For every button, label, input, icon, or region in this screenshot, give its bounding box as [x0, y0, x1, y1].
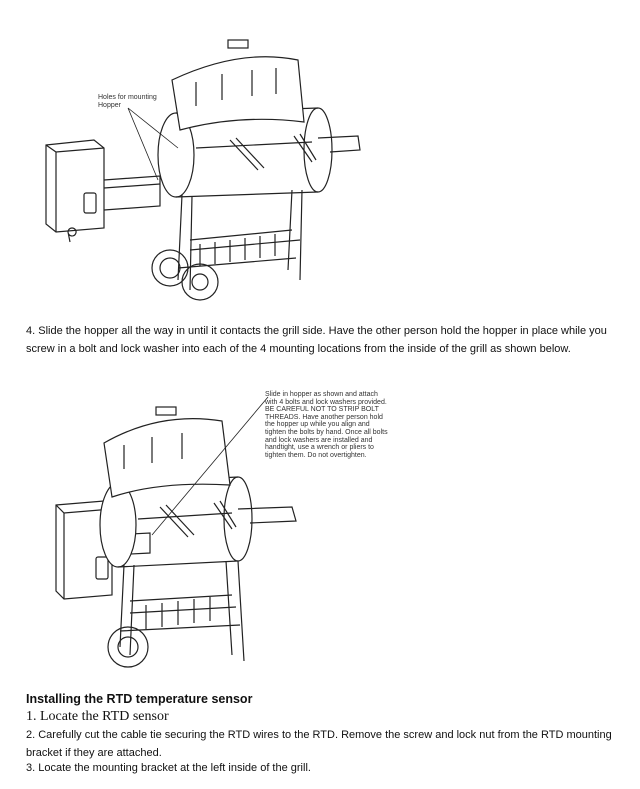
hopper-attach-callout: Slide in hopper as shown and attach with 4 bolts and lock washers provided. BE CAREFUL NOT TO STRIP BOLT THREADS. Have another person hold the hopper up while you align and tighten the bolts by hand. Once all bolts and lock washers are installed and handtight, use a wrench or pliers to tighten them. Do not overtighten. [265, 391, 388, 459]
step-3-text: 3. Locate the mounting bracket at the left inside of the grill. [26, 762, 311, 774]
section-title: Installing the RTD temperature sensor [26, 692, 253, 706]
grill-lid-2 [104, 407, 230, 497]
grill-lid [172, 40, 304, 130]
step-1-text: 1. Locate the RTD sensor [26, 709, 169, 724]
hopper-box [46, 140, 160, 242]
hopper-mounting-callout: Holes for mounting Hopper [98, 94, 157, 109]
step-2-text: 2. Carefully cut the cable tie securing the RTD wires to the RTD. Remove the screw and lock nut from the RTD mounting bracket if they are attached. [26, 729, 612, 759]
grill-stand-2 [108, 561, 244, 667]
step-4-text: 4. Slide the hopper all the way in until it contacts the grill side. Have the other person hold the hopper in place while you screw in a bolt and lock washer into each of the 4 mounting locations from the inside of the grill as shown below. [26, 325, 607, 355]
grill-hopper-diagram-1 [0, 30, 380, 320]
grill-stand [152, 190, 302, 300]
